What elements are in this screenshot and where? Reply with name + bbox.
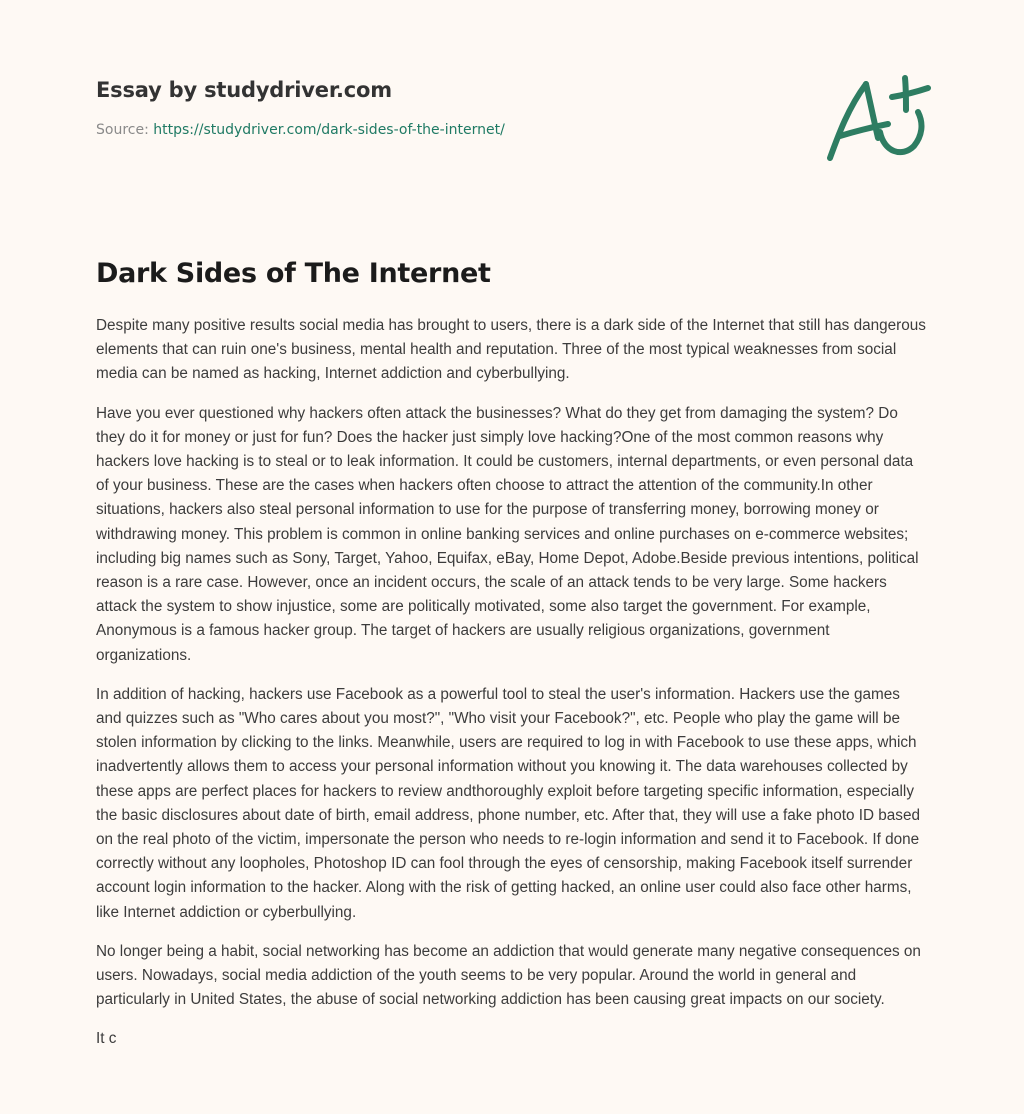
source-label: Source: (96, 122, 154, 138)
source-link[interactable]: https://studydriver.com/dark-sides-of-the-internet/ (153, 122, 505, 138)
brand-title: Essay by studydriver.com (96, 78, 392, 102)
source-line (96, 120, 926, 140)
paragraph: No longer being a habit, social networking has become an addiction that would generate many negative consequences on users. Nowadays, social media addiction of the youth seems to be very popular. Around the world in general and particularly in United States, the abuse of social networking addiction has been causing great impacts on our society. (96, 942, 921, 1009)
paragraph: In addition of hacking, hackers use Facebook as a powerful tool to steal the user's information. Hackers use the games and quizzes such as "Who cares about you most?", "Who visit your Facebook?", etc. People who play the game will be stolen information by clicking to the links. Meanwhile, users are required to log in with Facebook to use these apps, which inadvertently allows them to access your personal information without you knowing it. The data warehouses collected by these apps are perfect places for hackers to review andthoroughly exploit before targeting specific information, especially the basic disclosures about date of birth, email address, phone number, etc. After that, they will use a fake photo ID based on the real photo of the victim, impersonate the person who needs to re-login information and send it to Facebook. If done correctly without any loopholes, Photoshop ID can fool through the eyes of censorship, making Facebook itself surrender account login information to the hacker. Along with the risk of getting hacked, an online user could also face other harms, like Internet addiction or cyberbullying. (96, 685, 920, 921)
page-header (96, 74, 926, 140)
paragraph-truncated: It c (96, 1030, 117, 1048)
paragraph: Despite many positive results social media has brought to users, there is a dark side of the Internet that still has dangerous elements that can ruin one's business, mental health and reputation. Three of the most typical weaknesses from social media can be named as hacking, Internet addiction and cyberbullying. (96, 317, 926, 383)
a-plus-grade-icon (818, 66, 938, 170)
article-title: Dark Sides of The Internet (96, 258, 491, 289)
paragraph: Have you ever questioned why hackers often attack the businesses? What do they get from damaging the system? Do they do it for money or just for fun? Does the hacker just simply love hacking?One of the most common reasons why hackers love hacking is to steal or to leak information. It could be customers, internal departments, or even personal data of your business. These are the cases when hackers often choose to attract the attention of the community.In other situations, hackers also steal personal information to use for the purpose of transferring money, borrowing money or withdrawing money. This problem is common in online banking services and online purchases on e-commerce websites; including big names such as Sony, Target, Yahoo, Equifax, eBay, Home Depot, Adobe.Beside previous intentions, political reason is a rare case. However, once an incident occurs, the scale of an attack tends to be very large. Some hackers attack the system to show injustice, some are politically motivated, some also target the government. For example, Anonymous is a famous hacker group. The target of hackers are usually religious organizations, government organizations. (96, 404, 919, 664)
article-body (96, 314, 926, 1067)
